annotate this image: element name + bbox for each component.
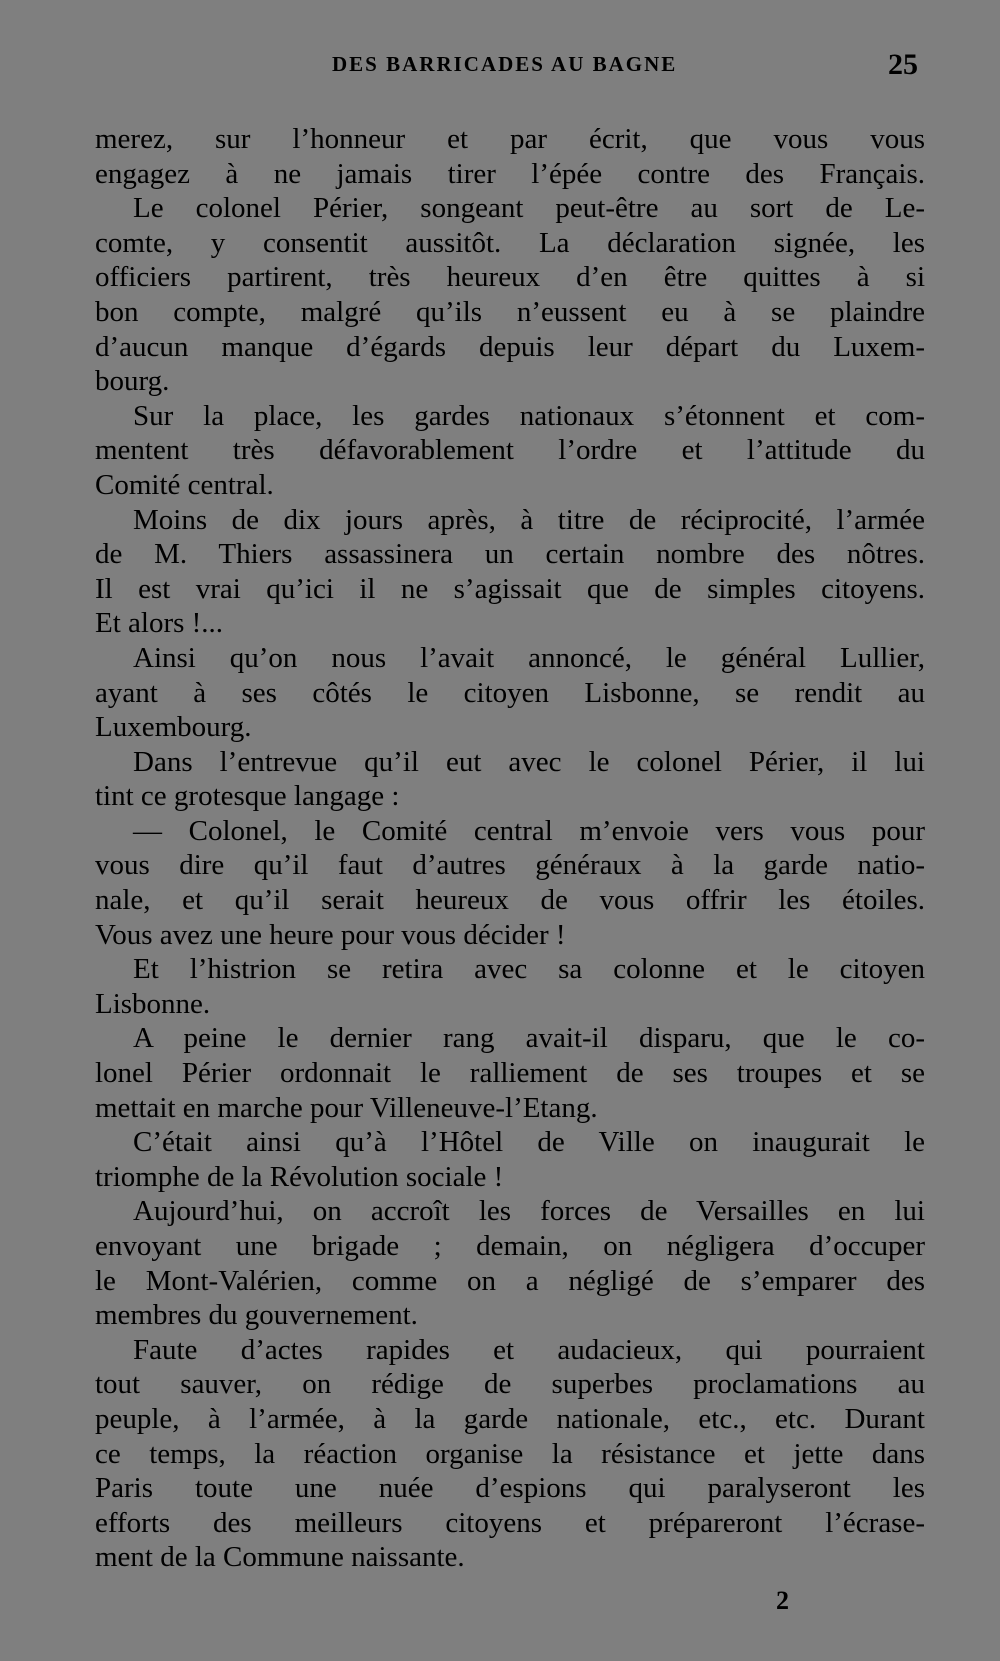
text-line: A peine le dernier rang avait-il disparu, que le co-	[133, 1022, 925, 1055]
text-line: mentent très défavorablement l’ordre et l’attitude du	[95, 434, 925, 467]
text-line: engagez à ne jamais tirer l’épée contre des Français.	[95, 157, 925, 190]
text-line: Et l’histrion se retira avec sa colonne et le citoyen	[133, 953, 925, 986]
text-line: C’était ainsi qu’à l’Hôtel de Ville on inaugurait le	[133, 1126, 925, 1159]
text-line: Moins de dix jours après, à titre de réciprocité, l’armée	[133, 503, 925, 536]
text-line: Et alors !...	[95, 607, 224, 640]
text-line: Luxembourg.	[95, 711, 252, 744]
signature-mark: 2	[776, 1586, 789, 1615]
text-line: lonel Périer ordonnait le ralliement de ses troupes et se	[95, 1057, 925, 1090]
text-line: ment de la Commune naissante.	[95, 1541, 465, 1574]
text-line: tint ce grotesque langage :	[95, 780, 400, 813]
text-line: de M. Thiers assassinera un certain nombre des nôtres.	[95, 538, 925, 571]
running-title: DES BARRICADES AU BAGNE	[332, 52, 678, 76]
text-line: mettait en marche pour Villeneuve-l’Etang.	[95, 1091, 598, 1124]
text-line: officiers partirent, très heureux d’en être quittes à si	[95, 261, 925, 294]
text-line: peuple, à l’armée, à la garde nationale, etc., etc. Durant	[95, 1402, 925, 1435]
text-line: Lisbonne.	[95, 987, 211, 1020]
text-line: Le colonel Périer, songeant peut-être au sort de Le-	[133, 192, 925, 225]
text-line: Comité central.	[95, 468, 274, 501]
text-line: ayant à ses côtés le citoyen Lisbonne, se rendit au	[95, 676, 925, 709]
text-line: d’aucun manque d’égards depuis leur départ du Luxem-	[95, 330, 925, 363]
body-text	[95, 122, 925, 1575]
text-line: bon compte, malgré qu’ils n’eussent eu à se plaindre	[95, 295, 925, 328]
text-line: Dans l’entrevue qu’il eut avec le colonel Périer, il lui	[133, 745, 925, 778]
text-line: Faute d’actes rapides et audacieux, qui pourraient	[133, 1333, 925, 1366]
page-number: 25	[888, 48, 918, 81]
text-line: vous dire qu’il faut d’autres généraux à la garde natio-	[95, 849, 925, 882]
text-line: comte, y consentit aussitôt. La déclaration signée, les	[95, 226, 925, 259]
text-line: envoyant une brigade ; demain, on négligera d’occuper	[95, 1230, 925, 1262]
text-line: efforts des meilleurs citoyens et prépareront l’écrase-	[95, 1506, 925, 1539]
text-line: ce temps, la réaction organise la résistance et jette dans	[95, 1437, 925, 1470]
text-line: Sur la place, les gardes nationaux s’étonnent et com-	[133, 399, 925, 432]
text-line: le Mont-Valérien, comme on a négligé de s’emparer des	[95, 1264, 925, 1297]
text-line: — Colonel, le Comité central m’envoie vers vous pour	[133, 814, 925, 847]
text-line: Vous avez une heure pour vous décider !	[95, 918, 566, 951]
text-line: Aujourd’hui, on accroît les forces de Versailles en lui	[133, 1195, 925, 1228]
text-line: Il est vrai qu’ici il ne s’agissait que de simples citoyens.	[95, 572, 925, 605]
text-line: Ainsi qu’on nous l’avait annoncé, le général Lullier,	[133, 641, 925, 674]
text-line: membres du gouvernement.	[95, 1299, 418, 1332]
text-line: tout sauver, on rédige de superbes proclamations au	[95, 1368, 925, 1401]
text-line: triomphe de la Révolution sociale !	[95, 1160, 504, 1193]
text-line: nale, et qu’il serait heureux de vous offrir les étoiles.	[95, 884, 925, 917]
running-head	[0, 48, 1000, 88]
text-line: Paris toute une nuée d’espions qui paralyseront les	[95, 1472, 925, 1505]
text-line: merez, sur l’honneur et par écrit, que vous vous	[95, 123, 925, 155]
text-line: bourg.	[95, 365, 170, 398]
